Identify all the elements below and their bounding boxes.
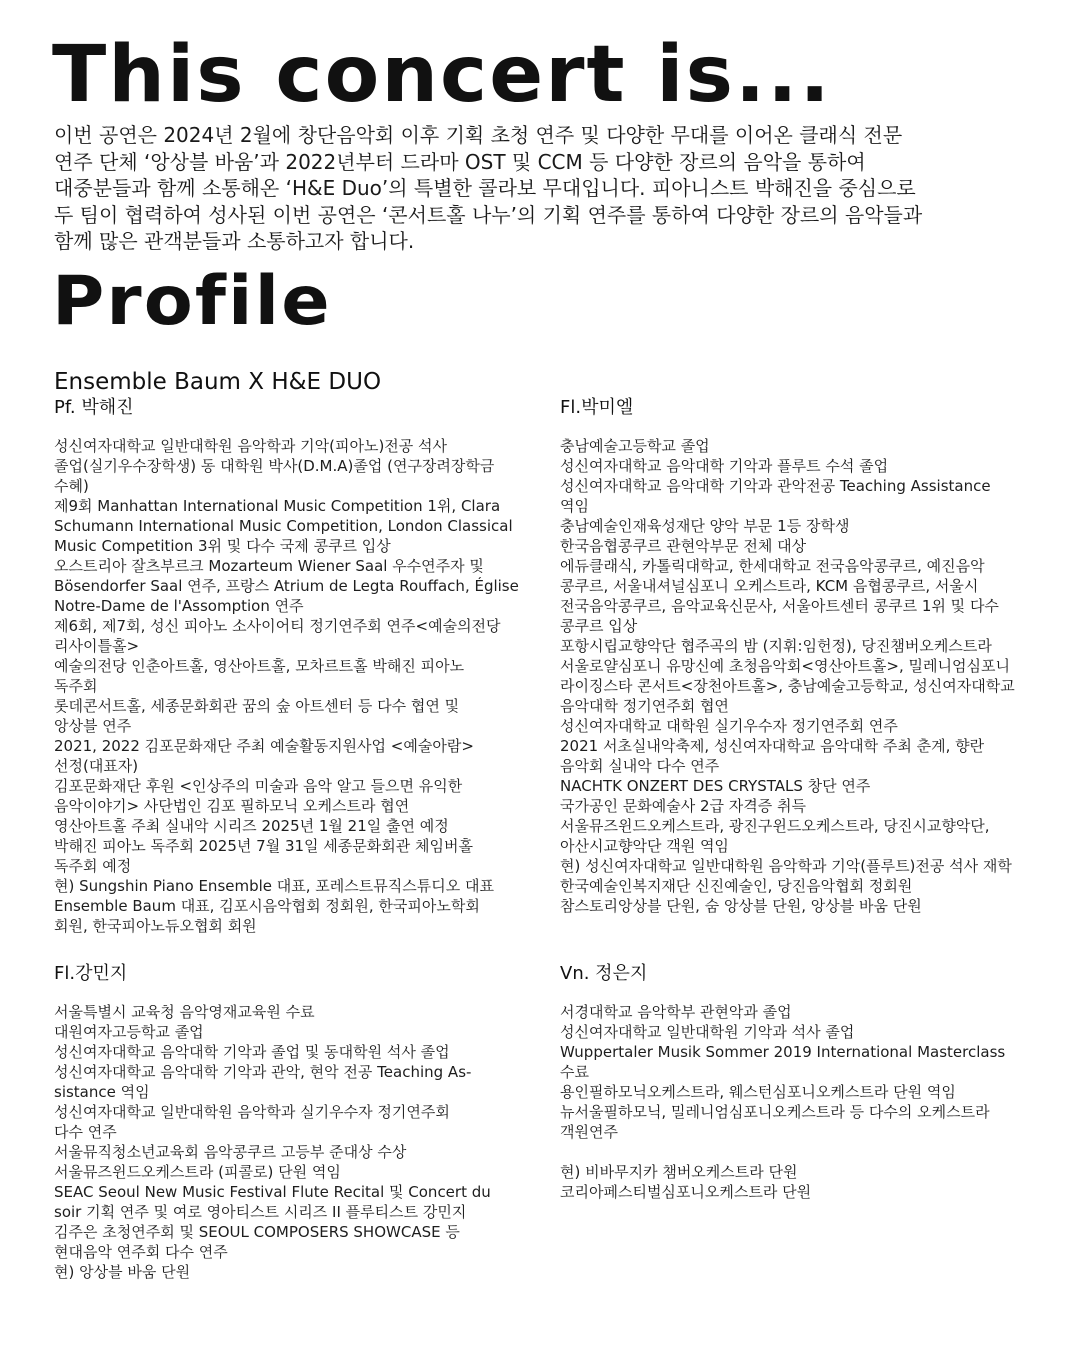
bio-line: 한국음협콩쿠르 관현악부문 전체 대상: [560, 537, 807, 555]
bio-line: 서울뮤직청소년교육회 음악콩쿠르 고등부 준대상 수상: [54, 1143, 407, 1161]
bio-line: 서울특별시 교육청 음악영재교육원 수료: [54, 1003, 315, 1021]
bio-line: 수혜): [54, 477, 89, 495]
concert-title: This concert is...: [52, 30, 832, 120]
bio-line: 성신여자대학교 음악대학 기악과 플루트 수석 졸업: [560, 457, 889, 475]
bio-line: soir 기획 연주 및 여로 영아티스트 시리즈 II 플루티스트 강민지: [54, 1203, 467, 1221]
bio-line: 김주은 초청연주회 및 SEOUL COMPOSERS SHOWCASE 등: [54, 1223, 460, 1241]
bio-line: 콩쿠르 입상: [560, 617, 638, 635]
bio-line: 라이징스타 콘서트<장천아트홀>, 충남예술고등학교, 성신여자대학교: [560, 677, 1015, 695]
bio-line: 서울뮤즈윈드오케스트라 (피콜로) 단원 역임: [54, 1163, 341, 1181]
bio-line: 롯데콘서트홀, 세종문화회관 꿈의 숲 아트센터 등 다수 협연 및: [54, 697, 460, 715]
bio-line: 객원연주: [560, 1123, 618, 1141]
bio-line: 음악이야기> 사단법인 김포 필하모닉 오케스트라 협연: [54, 797, 410, 815]
bio-line: 성신여자대학교 일반대학원 음악학과 기악(피아노)전공 석사: [54, 437, 448, 455]
bio-line: 제9회 Manhattan International Music Competition 1위, Clara: [54, 497, 501, 515]
bio-line: 서울로얄심포니 유망신예 초청음악회<영산아트홀>, 밀레니엄심포니: [560, 657, 1010, 675]
bio-line: 독주회: [54, 677, 98, 695]
bio-line: 영산아트홀 주최 실내악 시리즈 2025년 1월 21일 출연 예정: [54, 817, 449, 835]
member-name: Fl.박미엘: [560, 397, 634, 418]
bio-line: 콩쿠르, 서울내셔널심포니 오케스트라, KCM 음협콩쿠르, 서울시: [560, 577, 979, 595]
member-profile-minji: [54, 962, 554, 1282]
bio-line: 역임: [560, 497, 589, 515]
intro-line: 함께 많은 관객분들과 소통하고자 합니다.: [54, 229, 415, 254]
member-name: Fl.강민지: [54, 963, 128, 984]
bio-line: 성신여자대학교 음악대학 기악과 관악전공 Teaching Assistance: [560, 477, 991, 495]
bio-line: 현) 비바무지카 챔버오케스트라 단원: [560, 1163, 798, 1181]
bio-line: 성신여자대학교 음악대학 기악과 관악, 현악 전공 Teaching As-: [54, 1063, 472, 1081]
bio-line: 현) Sungshin Piano Ensemble 대표, 포레스트뮤직스튜디오 대표: [54, 877, 494, 895]
bio-line: 2021, 2022 김포문화재단 주최 예술활동지원사업 <예술아람>: [54, 737, 474, 755]
member-bio: [54, 1002, 554, 1282]
bio-line: Ensemble Baum 대표, 김포시음악협회 정회원, 한국피아노학회: [54, 897, 480, 915]
bio-line: 김포문화재단 후원 <인상주의 미술과 음악 알고 들으면 유익한: [54, 777, 463, 795]
bio-line: 회원, 한국피아노듀오협회 회원: [54, 917, 257, 935]
intro-line: 이번 공연은 2024년 2월에 창단음악회 이후 기획 초청 연주 및 다양한 무대를 이어온 클래식 전문: [54, 123, 903, 147]
bio-line: 성신여자대학교 일반대학원 기악과 석사 졸업: [560, 1023, 855, 1041]
member-name: Pf. 박해진: [54, 397, 134, 418]
intro-line: 연주 단체 ‘앙상블 바움’과 2022년부터 드라마 OST 및 CCM 등 다양한 장르의 음악을 통하여: [54, 149, 866, 174]
member-bio: [560, 436, 1060, 916]
bio-line: 수료: [560, 1063, 589, 1081]
bio-line: 에듀클래식, 카톨릭대학교, 한세대학교 전국음악콩쿠르, 예진음악: [560, 557, 985, 575]
bio-line: Notre-Dame de l'Assomption 연주: [54, 597, 304, 615]
bio-line: 다수 연주: [54, 1123, 117, 1141]
intro-paragraph: [54, 122, 1034, 255]
bio-line: 현) 성신여자대학교 일반대학원 음악학과 기악(플루트)전공 석사 재학: [560, 857, 1012, 875]
bio-line: 충남예술인재육성재단 양악 부문 1등 장학생: [560, 517, 850, 535]
member-bio: [54, 436, 554, 936]
intro-line: 두 팀이 협력하여 성사된 이번 공연은 ‘콘서트홀 나누’의 기획 연주를 통하여 다양한 장르의 음악들과: [54, 202, 923, 227]
member-profile-miel: [560, 396, 1060, 916]
bio-line: 음악회 실내악 다수 연주: [560, 757, 720, 775]
intro-line: 대중분들과 함께 소통해온 ‘H&E Duo’의 특별한 콜라보 무대입니다. 피아니스트 박해진을 중심으로: [54, 176, 916, 201]
bio-line: 성신여자대학교 음악대학 기악과 졸업 및 동대학원 석사 졸업: [54, 1043, 450, 1061]
bio-line: 졸업(실기우수장학생) 동 대학원 박사(D.M.A)졸업 (연구장려장학금: [54, 457, 495, 475]
bio-line: 앙상블 연주: [54, 717, 132, 735]
bio-line: 음악대학 정기연주회 협연: [560, 697, 729, 715]
bio-line: 성신여자대학교 일반대학원 음악학과 실기우수자 정기연주회: [54, 1103, 450, 1121]
member-profile-eunji: [560, 962, 1060, 1202]
bio-line: SEAC Seoul New Music Festival Flute Recital 및 Concert du: [54, 1183, 491, 1201]
bio-line: 리사이틀홀>: [54, 637, 140, 655]
member-name: Vn. 정은지: [560, 963, 648, 984]
bio-line: sistance 역임: [54, 1083, 150, 1101]
bio-line: 전국음악콩쿠르, 음악교육신문사, 서울아트센터 콩쿠르 1위 및 다수: [560, 597, 999, 615]
profile-title: Profile: [52, 262, 332, 341]
bio-line: 충남예술고등학교 졸업: [560, 437, 710, 455]
bio-line: 오스트리아 잘츠부르크 Mozarteum Wiener Saal 우수연주자 및: [54, 557, 484, 575]
bio-line: 아산시교향악단 객원 역임: [560, 837, 729, 855]
bio-line: 예술의전당 인춘아트홀, 영산아트홀, 모차르트홀 박해진 피아노: [54, 657, 465, 675]
bio-line: 한국예술인복지재단 신진예술인, 당진음악협회 정회원: [560, 877, 913, 895]
bio-line: 제6회, 제7회, 성신 피아노 소사이어티 정기연주회 연주<예술의전당: [54, 617, 501, 635]
bio-line: Music Competition 3위 및 다수 국제 콩쿠르 입상: [54, 537, 391, 555]
ensemble-group-title: Ensemble Baum X H&E DUO: [54, 369, 382, 396]
bio-line: [560, 1142, 1060, 1162]
bio-line: 뉴서울필하모닉, 밀레니엄심포니오케스트라 등 다수의 오케스트라: [560, 1103, 990, 1121]
bio-line: 용인필하모닉오케스트라, 웨스턴심포니오케스트라 단원 역임: [560, 1083, 956, 1101]
bio-line: 현대음악 연주회 다수 연주: [54, 1243, 228, 1261]
bio-line: 현) 앙상블 바움 단원: [54, 1263, 191, 1281]
bio-line: Bösendorfer Saal 연주, 프랑스 Atrium de Legta Rouffach, Église: [54, 577, 519, 595]
bio-line: 서울뮤즈윈드오케스트라, 광진구윈드오케스트라, 당진시교향악단,: [560, 817, 990, 835]
bio-line: Schumann International Music Competition, London Classical: [54, 517, 513, 535]
bio-line: NACHTK ONZERT DES CRYSTALS 창단 연주: [560, 777, 871, 795]
bio-line: 대원여자고등학교 졸업: [54, 1023, 204, 1041]
bio-line: 참스토리앙상블 단원, 숨 앙상블 단원, 앙상블 바움 단원: [560, 897, 922, 915]
member-profile-haejin: [54, 396, 554, 936]
bio-line: 선정(대표자): [54, 757, 139, 775]
bio-line: 국가공인 문화예술사 2급 자격증 취득: [560, 797, 806, 815]
member-bio: [560, 1002, 1060, 1202]
bio-line: 포항시립교향악단 협주곡의 밤 (지휘:임헌정), 당진챔버오케스트라: [560, 637, 992, 655]
bio-line: 2021 서초실내악축제, 성신여자대학교 음악대학 주최 춘계, 향란: [560, 737, 985, 755]
bio-line: 코리아페스티벌심포니오케스트라 단원: [560, 1183, 812, 1201]
bio-line: 박해진 피아노 독주회 2025년 7월 31일 세종문화회관 체임버홀: [54, 837, 473, 855]
bio-line: 독주회 예정: [54, 857, 132, 875]
bio-line: 서경대학교 음악학부 관현악과 졸업: [560, 1003, 792, 1021]
bio-line: Wuppertaler Musik Sommer 2019 International Masterclass: [560, 1043, 1006, 1061]
bio-line: 성신여자대학교 대학원 실기우수자 정기연주회 연주: [560, 717, 898, 735]
